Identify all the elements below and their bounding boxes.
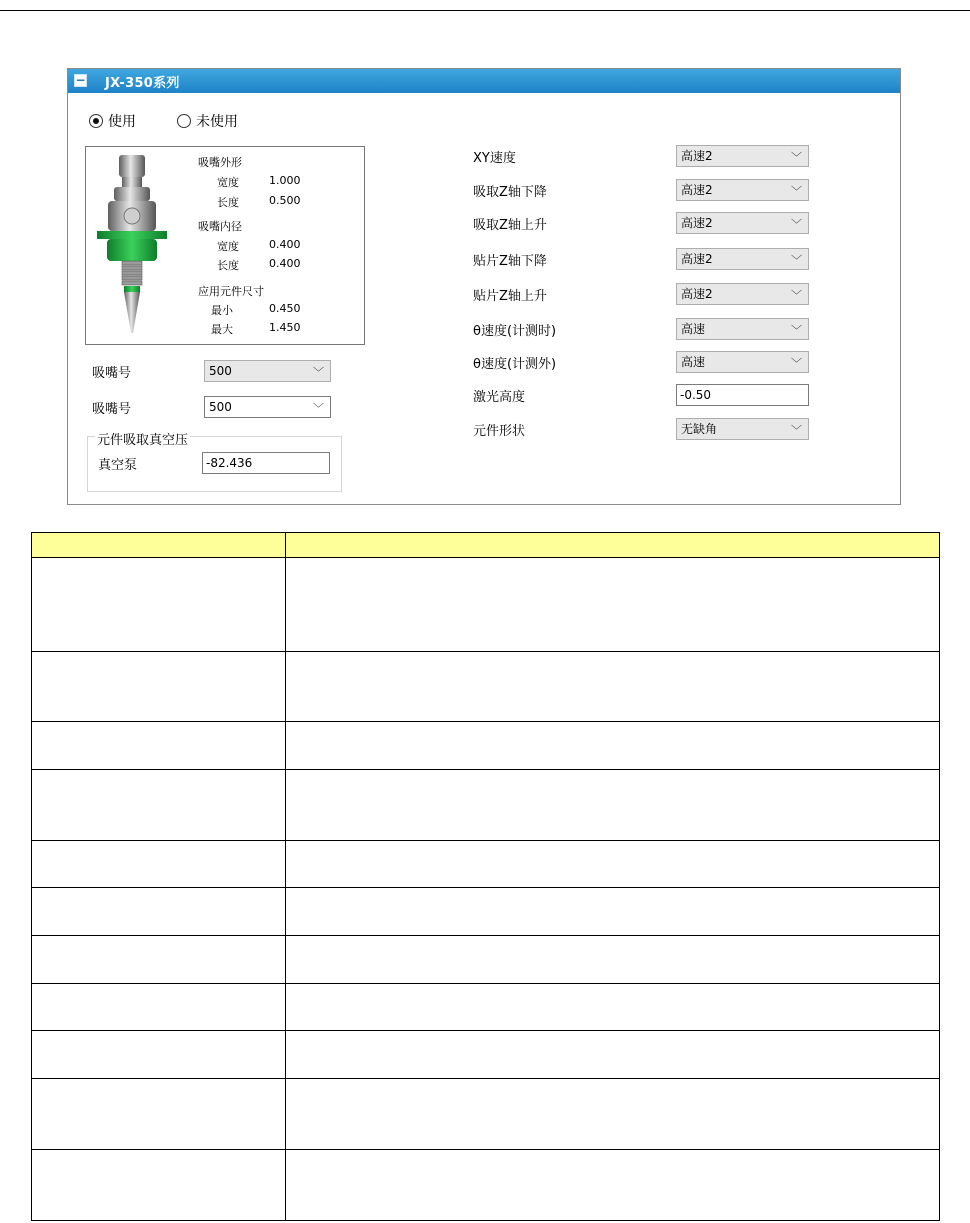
table-cell [32,558,286,652]
setting-select-value: 高速2 [681,183,713,197]
table-cell [32,984,286,1031]
table-row [32,722,940,770]
nozzle-number-select[interactable] [204,396,331,418]
chevron-down-icon: ﹀ [791,424,802,437]
nozzle-settings-panel [67,68,901,505]
setting-select[interactable] [676,351,809,373]
table-cell [32,1079,286,1150]
setting-label: 吸取Z轴上升 [473,218,547,233]
chevron-down-icon: ﹀ [313,366,324,379]
setting-select[interactable] [676,418,809,440]
table-header-cell [286,533,940,558]
table-row [32,652,940,722]
top-rule [0,10,970,11]
panel-title: JX-350系列 [105,76,180,91]
table-cell [286,558,940,652]
outer-width-label: 宽度 [217,176,239,189]
radio-use[interactable] [89,111,136,131]
table-cell [32,770,286,841]
radio-unused[interactable] [177,111,238,131]
nozzle-number-label-2: 吸嘴号 [92,402,132,417]
setting-select-value: 高速2 [681,287,713,301]
setting-label: 激光高度 [473,390,526,405]
table-cell [286,770,940,841]
setting-select-value: 高速 [681,355,706,369]
component-min-value: 0.450 [269,302,301,315]
table-header-cell [32,533,286,558]
setting-select[interactable] [676,318,809,340]
chevron-down-icon: ﹀ [791,289,802,302]
laser-height-input[interactable]: -0.50 [676,384,809,406]
nozzle-info-box [85,146,365,345]
table-cell [32,841,286,888]
chevron-down-icon: ﹀ [791,357,802,370]
setting-select-value: 无缺角 [681,422,718,436]
inner-width-value: 0.400 [269,238,301,251]
setting-select-value: 高速 [681,322,706,336]
table-cell [286,1079,940,1150]
setting-label: XY速度 [473,151,516,166]
inner-length-value: 0.400 [269,257,301,270]
inner-diameter-title: 吸嘴内径 [198,220,242,233]
table-cell [286,652,940,722]
chevron-down-icon: ﹀ [313,402,324,415]
radio-unused-dot[interactable] [177,114,191,128]
setting-select[interactable] [676,179,809,201]
inner-length-label: 长度 [217,259,239,272]
chevron-down-icon: ﹀ [791,151,802,164]
table-row [32,1079,940,1150]
table-cell [286,722,940,770]
radio-use-dot[interactable] [89,114,103,128]
nozzle-number-value: 500 [209,364,232,378]
chevron-down-icon: ﹀ [791,254,802,267]
vacuum-pump-input[interactable]: -82.436 [202,452,330,474]
setting-select[interactable] [676,145,809,167]
table-cell [32,1150,286,1221]
setting-select-value: 高速2 [681,149,713,163]
chevron-down-icon: ﹀ [791,324,802,337]
component-size-title: 应用元件尺寸 [198,285,264,298]
setting-select-value: 高速2 [681,252,713,266]
outer-length-value: 0.500 [269,194,301,207]
table-cell [286,888,940,936]
table-row [32,1031,940,1079]
setting-label: 吸取Z轴下降 [473,185,547,200]
table-row [32,984,940,1031]
nozzle-number-label: 吸嘴号 [92,366,132,381]
table-row [32,841,940,888]
component-min-label: 最小 [211,304,233,317]
table-cell [286,1031,940,1079]
table-cell [286,841,940,888]
vacuum-pump-label: 真空泵 [98,458,138,473]
setting-label: 贴片Z轴上升 [473,289,547,304]
table-cell [32,936,286,984]
table-cell [286,1150,940,1221]
description-table [31,532,940,1221]
radio-use-label: 使用 [108,114,136,130]
setting-select[interactable] [676,283,809,305]
nozzle-image [95,153,175,338]
collapse-button[interactable]: − [75,73,86,87]
inner-width-label: 宽度 [217,240,239,253]
table-cell [32,1031,286,1079]
component-max-label: 最大 [211,323,233,336]
setting-label: 贴片Z轴下降 [473,254,547,269]
table-cell [32,722,286,770]
table-row [32,558,940,652]
radio-unused-label: 未使用 [196,114,238,130]
setting-select[interactable] [676,212,809,234]
chevron-down-icon: ﹀ [791,185,802,198]
setting-label: 元件形状 [473,424,526,439]
nozzle-number-value-2: 500 [209,400,232,414]
outer-shape-title: 吸嘴外形 [198,156,242,169]
outer-length-label: 长度 [217,196,239,209]
setting-label: θ速度(计测外) [473,357,557,372]
table-row [32,770,940,841]
table-row [32,888,940,936]
table-row [32,936,940,984]
vacuum-group-title: 元件吸取真空压 [95,429,190,448]
table-header-row [32,533,940,558]
component-max-value: 1.450 [269,321,301,334]
table-cell [32,652,286,722]
panel-title-bar [68,69,900,93]
setting-select-value: 高速2 [681,216,713,230]
table-row [32,1150,940,1221]
table-cell [286,936,940,984]
setting-select[interactable] [676,248,809,270]
setting-label: θ速度(计测时) [473,324,557,339]
nozzle-number-select-disabled[interactable] [204,360,331,382]
table-cell [32,888,286,936]
table-cell [286,984,940,1031]
chevron-down-icon: ﹀ [791,218,802,231]
outer-width-value: 1.000 [269,174,301,187]
